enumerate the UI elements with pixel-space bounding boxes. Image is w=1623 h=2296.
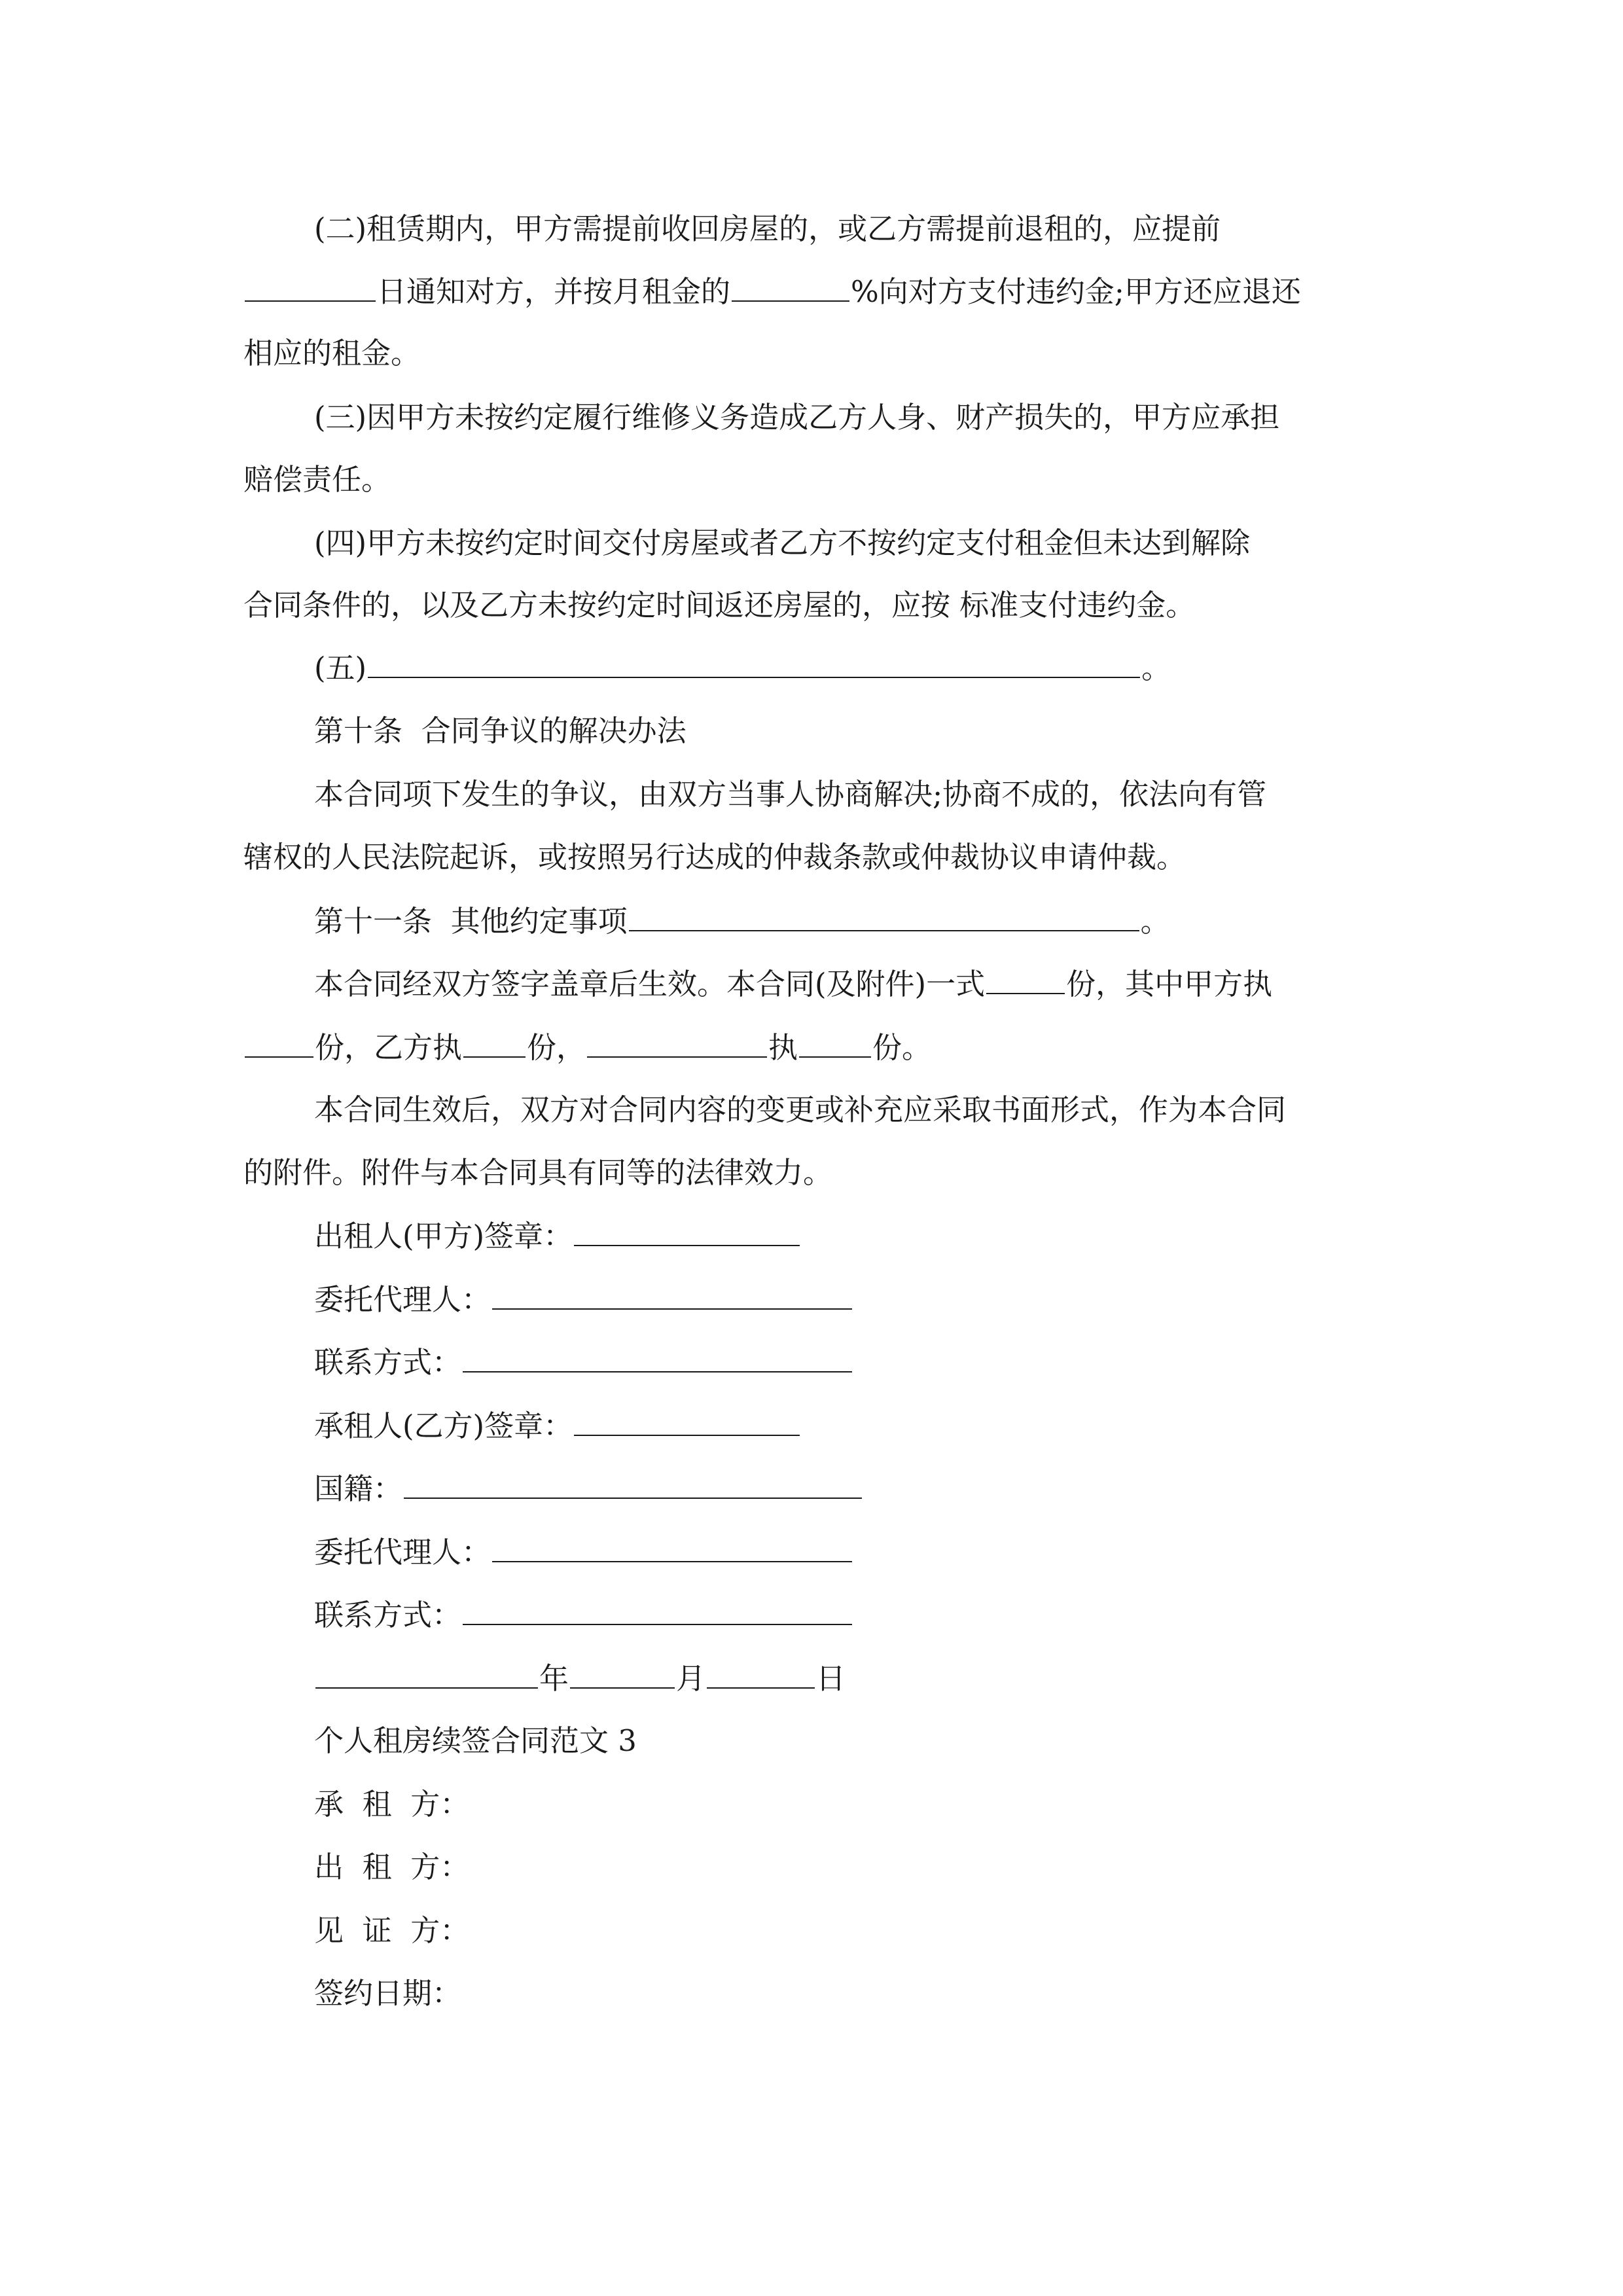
contact1-label: 联系方式： bbox=[314, 1345, 462, 1380]
agent2-row bbox=[0, 1532, 1623, 1571]
effect-line3 bbox=[0, 1090, 1623, 1130]
contact2-label: 联系方式： bbox=[314, 1598, 462, 1632]
date-month-field[interactable] bbox=[570, 1659, 675, 1689]
clause9-item2-line3 bbox=[0, 334, 1623, 373]
date-year-field[interactable] bbox=[315, 1659, 538, 1689]
next-contract-title-text: 个人租房续签合同范文 3 bbox=[314, 1723, 637, 1758]
effect-text-c: 本合同生效后，双方对合同内容的变更或补充应采取书面形式，作为本合同 bbox=[314, 1092, 1287, 1127]
clause9-item3-line2 bbox=[0, 460, 1623, 499]
next-contract-lessor-row bbox=[0, 1848, 1623, 1887]
date-row bbox=[0, 1659, 1623, 1698]
other-terms-blank[interactable] bbox=[629, 901, 1139, 931]
penalty-percent-blank[interactable] bbox=[732, 272, 849, 302]
date-day-field[interactable] bbox=[707, 1659, 815, 1689]
clause9-item4-text-a: (四)甲方未按约定时间交付房屋或者乙方不按约定支付租金但未达到解除 bbox=[314, 526, 1251, 560]
contact1-row bbox=[0, 1342, 1623, 1382]
nationality-field[interactable] bbox=[404, 1469, 862, 1499]
lessee-sign-field[interactable] bbox=[574, 1406, 800, 1436]
clause10-body-a: 本合同项下发生的争议，由双方当事人协商解决;协商不成的，依法向有管 bbox=[314, 777, 1267, 812]
clause9-item2-line1 bbox=[0, 209, 1623, 249]
clause9-item5-line bbox=[0, 648, 1623, 687]
contact2-field[interactable] bbox=[463, 1595, 852, 1625]
clause9-item3-line1 bbox=[0, 398, 1623, 437]
contact1-field[interactable] bbox=[463, 1342, 852, 1372]
clause9-item2-text-a: (二)租赁期内，甲方需提前收回房屋的，或乙方需提前退租的，应提前 bbox=[314, 211, 1221, 246]
agent1-label: 委托代理人： bbox=[314, 1282, 491, 1317]
other-party-copies-blank[interactable] bbox=[799, 1028, 871, 1058]
clause9-item4-text-b: 合同条件的，以及乙方未按约定时间返还房屋的，应按 标准支付违约金。 bbox=[243, 588, 1196, 622]
lessee-sign-label: 承租人(乙方)签章： bbox=[314, 1408, 573, 1443]
clause11-end: 。 bbox=[1140, 904, 1170, 939]
effect-text-b2: 份， bbox=[527, 1030, 586, 1065]
effect-line1 bbox=[0, 964, 1623, 1003]
item5-content-blank[interactable] bbox=[368, 648, 1140, 678]
next-contract-date-row bbox=[0, 1974, 1623, 2013]
clause10-body-line1 bbox=[0, 775, 1623, 814]
effect-line2 bbox=[0, 1028, 1623, 1067]
clause9-item2-line2 bbox=[0, 272, 1623, 311]
agent2-field[interactable] bbox=[492, 1532, 852, 1562]
clause11-line bbox=[0, 901, 1623, 941]
clause9-item4-line1 bbox=[0, 524, 1623, 563]
clause9-item3-text-b: 赔偿责任。 bbox=[243, 462, 391, 497]
agent2-label: 委托代理人： bbox=[314, 1535, 491, 1570]
next-contract-title bbox=[0, 1721, 1623, 1761]
clause9-item5-label: (五) bbox=[314, 651, 367, 685]
date-year-label: 年 bbox=[539, 1661, 569, 1696]
lessee-copies-blank[interactable] bbox=[463, 1028, 526, 1058]
clause9-item2-text-c: %向对方支付违约金;甲方还应退还 bbox=[851, 274, 1301, 309]
clause9-item2-text-d: 相应的租金。 bbox=[243, 336, 421, 370]
contact2-row bbox=[0, 1595, 1623, 1634]
agent1-row bbox=[0, 1280, 1623, 1319]
clause9-item5-end: 。 bbox=[1141, 651, 1171, 685]
clause10-body-line2 bbox=[0, 838, 1623, 877]
nationality-label: 国籍： bbox=[314, 1471, 403, 1506]
copies-total-blank[interactable] bbox=[986, 964, 1065, 994]
lessor-sign-label: 出租人(甲方)签章： bbox=[314, 1219, 573, 1253]
date-day-label: 日 bbox=[816, 1661, 846, 1696]
effect-line4 bbox=[0, 1153, 1623, 1193]
next-contract-lessee-row bbox=[0, 1785, 1623, 1824]
effect-text-a2: 份，其中甲方执 bbox=[1066, 967, 1273, 1001]
clause11-title: 第十一条 其他约定事项 bbox=[314, 904, 628, 939]
effect-text-d: 的附件。附件与本合同具有同等的法律效力。 bbox=[243, 1155, 833, 1190]
clause10-title bbox=[0, 711, 1623, 751]
clause9-item4-line2 bbox=[0, 586, 1623, 625]
lessee-sign-row bbox=[0, 1406, 1623, 1445]
next-contract-witness-row bbox=[0, 1911, 1623, 1950]
clause10-body-b: 辖权的人民法院起诉，或按照另行达成的仲裁条款或仲裁协议申请仲裁。 bbox=[243, 840, 1186, 874]
next-contract-lessor-label: 出 租 方： bbox=[314, 1850, 470, 1884]
next-contract-witness-label: 见 证 方： bbox=[314, 1913, 470, 1948]
agent1-field[interactable] bbox=[492, 1280, 852, 1310]
lessor-sign-field[interactable] bbox=[574, 1216, 800, 1246]
effect-text-b3: 执 bbox=[768, 1030, 798, 1065]
other-party-blank[interactable] bbox=[587, 1028, 767, 1058]
notice-days-blank[interactable] bbox=[245, 272, 376, 302]
effect-text-a1: 本合同经双方签字盖章后生效。本合同(及附件)一式 bbox=[314, 967, 986, 1001]
next-contract-lessee-label: 承 租 方： bbox=[314, 1787, 470, 1821]
clause10-title-text: 第十条 合同争议的解决办法 bbox=[314, 713, 687, 748]
effect-text-b1: 份，乙方执 bbox=[315, 1030, 463, 1065]
clause9-item3-text-a: (三)因甲方未按约定履行维修义务造成乙方人身、财产损失的，甲方应承担 bbox=[314, 400, 1280, 435]
date-month-label: 月 bbox=[676, 1661, 706, 1696]
lessor-sign-row bbox=[0, 1216, 1623, 1255]
nationality-row bbox=[0, 1469, 1623, 1508]
next-contract-date-label: 签约日期： bbox=[314, 1976, 462, 2011]
clause9-item2-text-b: 日通知对方，并按月租金的 bbox=[377, 274, 731, 309]
lessor-copies-blank[interactable] bbox=[245, 1028, 313, 1058]
effect-text-b4: 份。 bbox=[872, 1030, 932, 1065]
